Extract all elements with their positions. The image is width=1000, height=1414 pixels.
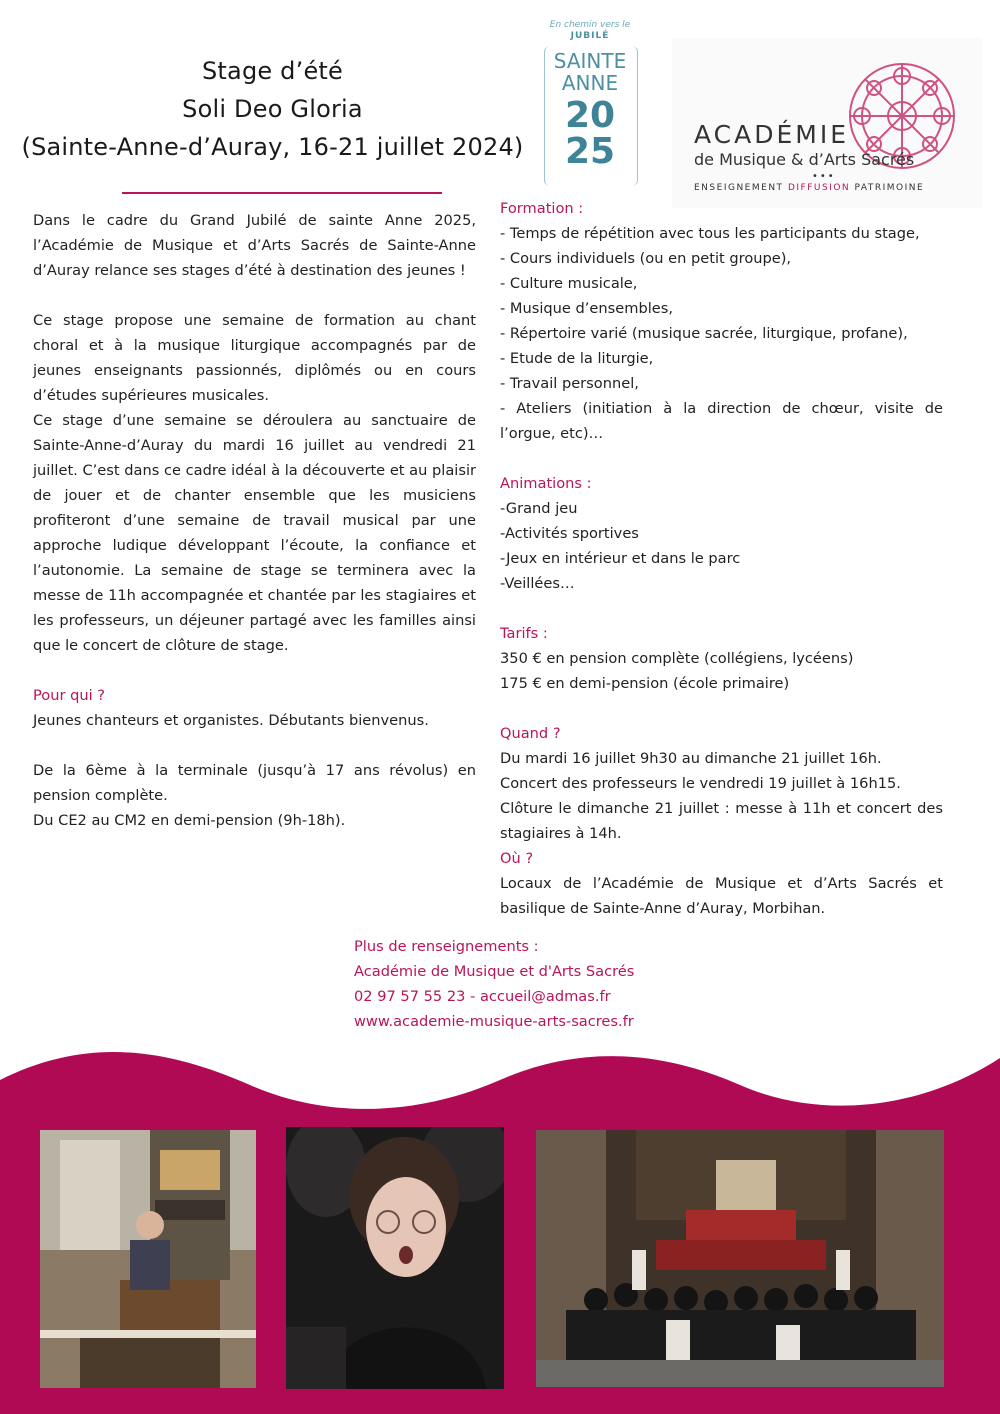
list-item: - Musique d’ensembles, xyxy=(500,300,674,317)
academie-logo xyxy=(672,38,982,208)
list-item: -Grand jeu xyxy=(500,500,578,517)
list-item: - Répertoire varié (musique sacrée, liturgique, profane), xyxy=(500,325,908,342)
jubile-logo-name1: SAINTE xyxy=(553,49,627,73)
contact-organisation: Académie de Musique et d'Arts Sacrés xyxy=(354,963,635,980)
list-item: - Ateliers (initiation à la direction de chœur, visite de l’orgue, etc)… xyxy=(500,400,943,442)
tagline-diffusion: DIFFUSION xyxy=(787,183,851,193)
list-item: -Veillées… xyxy=(500,575,575,592)
formation-heading: Formation : xyxy=(500,200,584,217)
jubile-logo-year1: 20 xyxy=(564,95,616,136)
quand-item: Concert des professeurs le vendredi 19 juillet à 16h15. xyxy=(500,775,901,792)
contact-heading: Plus de renseignements : xyxy=(354,938,539,955)
academie-logo-tagline xyxy=(694,183,924,193)
right-column xyxy=(500,196,943,921)
contact-block xyxy=(354,934,634,1034)
basilica-choir-photo xyxy=(536,1130,944,1387)
list-item: -Activités sportives xyxy=(500,525,639,542)
quand-item: Du mardi 16 juillet 9h30 au dimanche 21 juillet 16h. xyxy=(500,750,882,767)
list-item: -Jeux en intérieur et dans le parc xyxy=(500,550,741,567)
page-title: Stage d’été xyxy=(202,57,343,85)
page-location-dates: (Sainte-Anne-d’Auray, 16-21 juillet 2024) xyxy=(21,133,524,161)
ou-text: Locaux de l’Académie de Musique et d’Arts Sacrés et basilique de Sainte-Anne d’Auray, Morbihan. xyxy=(500,875,943,917)
jubile-logo-caption: En chemin vers le xyxy=(549,20,631,30)
page-subtitle: Soli Deo Gloria xyxy=(182,95,363,123)
contact-website-link[interactable]: www.academie-musique-arts-sacres.fr xyxy=(354,1013,634,1030)
academie-logo-dots: ••• xyxy=(812,171,836,182)
academie-logo-name: ACADÉMIE xyxy=(694,120,850,149)
tagline-enseignement: ENSEIGNEMENT xyxy=(694,183,784,193)
jubile-logo xyxy=(540,20,640,180)
contact-phone-email[interactable]: 02 97 57 55 23 - accueil@admas.fr xyxy=(354,988,611,1005)
jubile-logo-name2: ANNE xyxy=(561,71,619,95)
pourqui-text: Jeunes chanteurs et organistes. Débutants bienvenus. xyxy=(33,712,429,729)
program-paragraph: Ce stage propose une semaine de formation au chant choral et à la musique liturgique accompagnés par de jeunes enseignants passionnés, diplômés ou en cours d’études supérieures musicales. xyxy=(33,312,476,404)
quand-item: Clôture le dimanche 21 juillet : messe à 11h et concert des stagiaires à 14h. xyxy=(500,800,943,842)
quand-heading: Quand ? xyxy=(500,725,561,742)
primary-text: Du CE2 au CM2 en demi-pension (9h-18h). xyxy=(33,812,346,829)
age-text: De la 6ème à la terminale (jusqu’à 17 ans révolus) en pension complète. xyxy=(33,762,476,804)
organ-photo xyxy=(40,1130,256,1388)
tarif-item: 350 € en pension complète (collégiens, lycéens) xyxy=(500,650,854,667)
ou-heading: Où ? xyxy=(500,850,534,867)
list-item: - Cours individuels (ou en petit groupe), xyxy=(500,250,792,267)
tagline-patrimoine: PATRIMOINE xyxy=(854,183,925,193)
jubile-logo-year2: 25 xyxy=(564,131,616,172)
list-item: - Culture musicale, xyxy=(500,275,638,292)
title-block xyxy=(0,52,545,166)
list-item: - Temps de répétition avec tous les participants du stage, xyxy=(500,225,920,242)
details-paragraph: Ce stage d’une semaine se déroulera au sanctuaire de Sainte-Anne-d’Auray du mardi 16 juillet au vendredi 21 juillet. C’est dans ce cadre idéal à la découverte et au plaisir de jouer et de chanter ensemble que les musiciens profiteront d’une semaine de travail musical par une approche ludique développant l’écoute, la confiance et l’autonomie. La semaine de stage se terminera avec la messe de 11h accompagnée et chantée par les stagiaires et les professeurs, un déjeuner partagé avec les familles ainsi que le concert de clôture de stage. xyxy=(33,412,476,654)
jubile-logo-tag: JUBILÉ xyxy=(570,31,610,41)
title-divider xyxy=(122,192,442,194)
tarif-item: 175 € en demi-pension (école primaire) xyxy=(500,675,790,692)
list-item: - Travail personnel, xyxy=(500,375,639,392)
left-column xyxy=(33,208,476,833)
list-item: - Etude de la liturgie, xyxy=(500,350,654,367)
animations-heading: Animations : xyxy=(500,475,592,492)
singer-photo xyxy=(286,1127,504,1389)
tarifs-heading: Tarifs : xyxy=(500,625,548,642)
pourqui-heading: Pour qui ? xyxy=(33,687,106,704)
academie-logo-subtitle: de Musique & d’Arts Sacrés xyxy=(694,150,915,169)
intro-paragraph: Dans le cadre du Grand Jubilé de sainte Anne 2025, l’Académie de Musique et d’Arts Sacrés de Sainte-Anne d’Auray relance ses stages d’été à destination des jeunes ! xyxy=(33,212,476,279)
